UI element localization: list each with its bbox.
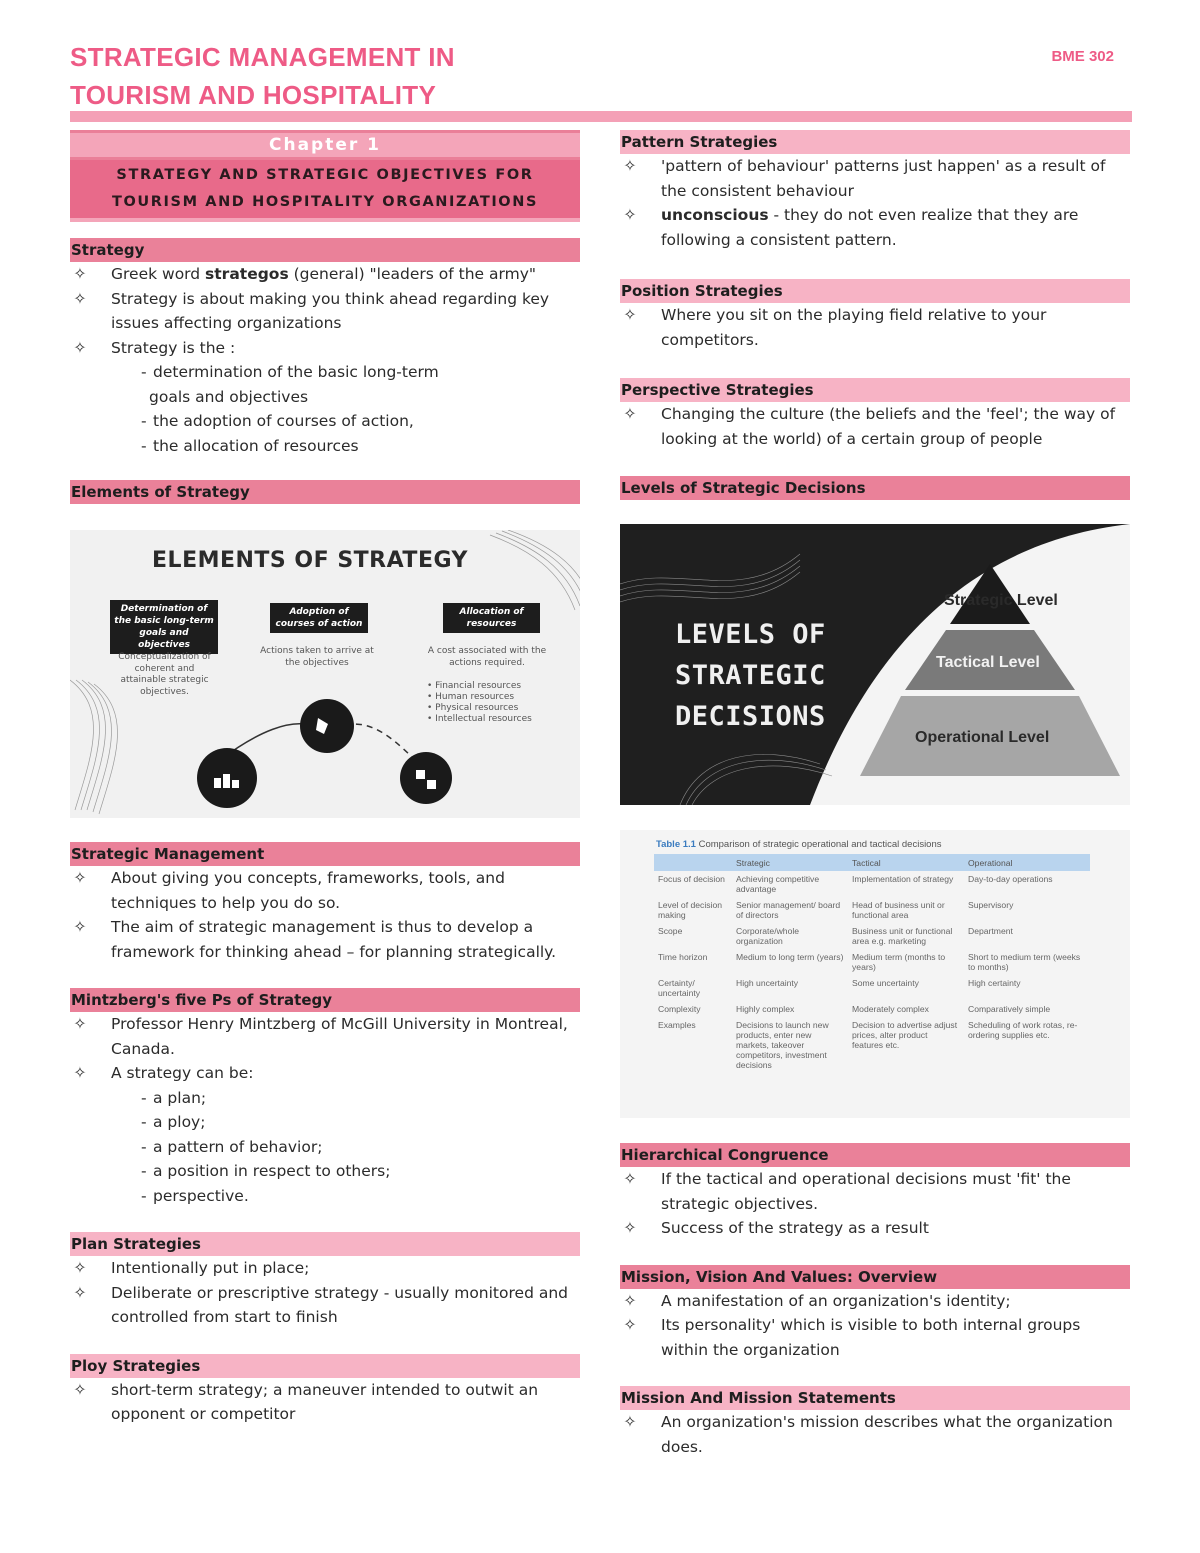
- section-mintzberg: [70, 988, 580, 1208]
- resource-list: [427, 681, 532, 725]
- table-cell: Highly complex: [736, 1004, 795, 1014]
- text: short-term strategy; a maneuver intended to outwit an opponent or competitor: [111, 1380, 539, 1423]
- table-cell: Medium to long term (years): [736, 952, 844, 962]
- text: goals and objectives: [149, 387, 309, 406]
- table-cell: Time horizon: [658, 952, 708, 962]
- title-line: LEVELS OF: [675, 619, 826, 650]
- right-column: [620, 130, 1130, 1459]
- text: the adoption of courses of action,: [153, 412, 414, 430]
- title-line: STRATEGIC: [675, 660, 826, 691]
- bullet-list: [620, 303, 1130, 352]
- section-heading: Strategy: [70, 238, 580, 262]
- sparkle-bullet-icon: ✧: [623, 156, 637, 175]
- sub-item: - the adoption of courses of action,: [141, 412, 414, 430]
- list-item: [620, 154, 1130, 203]
- section-heading: Mission, Vision And Values: Overview: [620, 1265, 1130, 1289]
- sparkle-bullet-icon: ✧: [623, 1315, 637, 1334]
- title-line: DECISIONS: [675, 701, 826, 732]
- operational-level-label: Operational Level: [915, 729, 1050, 746]
- elements-figure: [70, 530, 580, 818]
- sparkle-bullet-icon: ✧: [73, 288, 87, 308]
- sub-item: - perspective.: [141, 1186, 249, 1205]
- table-row: [654, 975, 1090, 1001]
- text: Professor Henry Mintzberg of McGill University in Montreal, Canada.: [111, 1015, 568, 1058]
- section-plan: [70, 1232, 580, 1330]
- text: About giving you concepts, frameworks, tools, and techniques to help you do so.: [111, 869, 505, 912]
- table-number: Table 1.1: [656, 839, 696, 850]
- element-box-goals: Determination of the basic long-term goals and objectives: [110, 600, 218, 654]
- list-item: [70, 1061, 580, 1208]
- section-heading: Plan Strategies: [70, 1232, 580, 1256]
- list-item: [620, 1313, 1130, 1362]
- list-item: [70, 287, 580, 336]
- section-mission: [620, 1386, 1130, 1459]
- section-strategic-management: [70, 842, 580, 964]
- table-cell: Focus of decision: [658, 874, 725, 884]
- section-mission-vision-values: [620, 1265, 1130, 1363]
- bullet-list: [70, 1378, 580, 1427]
- table-cell: Department: [968, 926, 1013, 936]
- table-cell: Senior management/ board of directors: [736, 900, 841, 920]
- text: Success of the strategy as a result: [661, 1219, 929, 1237]
- section-heading: Ploy Strategies: [70, 1354, 580, 1378]
- table-cell: Short to medium term (weeks to months): [968, 952, 1081, 972]
- levels-figure: [620, 524, 1130, 805]
- column-header: Operational: [964, 854, 1090, 871]
- sub-list: [111, 360, 580, 458]
- section-heading: Position Strategies: [620, 279, 1130, 303]
- text: If the tactical and operational decisions must 'fit' the strategic objectives.: [661, 1170, 1071, 1213]
- list-item: [620, 402, 1130, 451]
- sparkle-bullet-icon: ✧: [73, 1063, 87, 1082]
- table-row: [654, 949, 1090, 975]
- chapter-title: [70, 160, 580, 218]
- levels-figure-title: [675, 614, 826, 737]
- section-position: [620, 279, 1130, 352]
- list-item: [70, 915, 580, 964]
- bullet-list: [70, 1012, 580, 1208]
- sub-item: - the allocation of resources: [141, 436, 359, 455]
- list-item: [70, 1378, 580, 1427]
- sparkle-bullet-icon: ✧: [623, 1218, 637, 1237]
- text: (general) "leaders of the army": [288, 265, 536, 283]
- sparkle-bullet-icon: ✧: [623, 205, 637, 224]
- sparkle-bullet-icon: ✧: [73, 868, 87, 887]
- figure-title: ELEMENTS OF STRATEGY: [152, 548, 468, 573]
- table-cell: Certainty/ uncertainty: [658, 978, 701, 998]
- list-item: [70, 1256, 580, 1281]
- sub-list: [111, 1086, 580, 1209]
- sparkle-bullet-icon: ✧: [73, 917, 87, 936]
- text: a ploy;: [153, 1113, 206, 1131]
- table-cell: Decision to advertise adjust prices, alter product features etc.: [852, 1020, 958, 1050]
- chapter-title-line-1: STRATEGY AND STRATEGIC OBJECTIVES FOR: [116, 167, 534, 183]
- title-divider: [70, 111, 1132, 122]
- section-ploy: [70, 1354, 580, 1427]
- sparkle-bullet-icon: ✧: [73, 1014, 87, 1033]
- sparkle-bullet-icon: ✧: [73, 1282, 87, 1302]
- text: The aim of strategic management is thus to develop a framework for thinking ahead – for planning strategically.: [111, 918, 557, 961]
- resources-icon: [400, 752, 452, 804]
- list-item: [620, 1216, 1130, 1241]
- section-congruence: [620, 1143, 1130, 1241]
- table-cell: High certainty: [968, 978, 1021, 988]
- sub-item: - a plan;: [141, 1088, 207, 1107]
- title-line-2: TOURISM AND HOSPITALITY: [70, 80, 437, 110]
- sparkle-bullet-icon: ✧: [623, 404, 637, 423]
- sparkle-bullet-icon: ✧: [623, 1169, 637, 1188]
- table-cell: Level of decision making: [658, 900, 723, 920]
- column-header: Tactical: [848, 854, 964, 871]
- text: Where you sit on the playing field relative to your competitors.: [661, 306, 1047, 349]
- sub-item: - determination of the basic long-term goals and objectives: [141, 363, 439, 406]
- bold-term: unconscious: [661, 206, 769, 224]
- text: a plan;: [153, 1088, 207, 1107]
- section-elements: [70, 480, 580, 818]
- text: A manifestation of an organization's identity;: [661, 1291, 1011, 1310]
- bullet-list: [620, 1167, 1130, 1241]
- text: Changing the culture (the beliefs and the 'feel'; the way of looking at the world) of a certain group of people: [661, 405, 1116, 448]
- table-row: [654, 923, 1090, 949]
- bullet-list: [70, 1256, 580, 1330]
- strategic-level-label: Strategic Level: [944, 592, 1058, 609]
- text: An organization's mission describes what the organization does.: [661, 1413, 1113, 1456]
- sparkle-bullet-icon: ✧: [73, 1379, 87, 1399]
- resource-item: • Intellectual resources: [427, 714, 532, 724]
- text: - they do not even realize that they are following a consistent pattern.: [661, 206, 1079, 249]
- bullet-list: [620, 1410, 1130, 1459]
- bold-term: strategos: [205, 265, 289, 283]
- list-item: [70, 1281, 580, 1330]
- title-line-1: STRATEGIC MANAGEMENT IN: [70, 42, 455, 72]
- element-box-action: Adoption of courses of action: [270, 603, 368, 633]
- text: 'pattern of behaviour' patterns just happen' as a result of the consistent behaviour: [661, 157, 1106, 200]
- table-row: [654, 1017, 1090, 1073]
- element-desc-goals: Conceptualization of coherent and attainable strategic objectives.: [118, 652, 211, 697]
- element-desc-resources: A cost associated with the actions required.: [427, 646, 547, 668]
- column-header: Strategic: [732, 854, 848, 871]
- table-cell: Decisions to launch new products, enter new markets, takeover competitors, investment decisions: [736, 1020, 829, 1070]
- section-strategy: [70, 238, 580, 458]
- sparkle-bullet-icon: ✧: [623, 1412, 637, 1431]
- table-cell: Complexity: [658, 1004, 701, 1014]
- document-title: [70, 38, 455, 114]
- text: Strategy is the :: [111, 338, 236, 357]
- text: a pattern of behavior;: [153, 1137, 323, 1156]
- text: Greek word: [111, 265, 206, 283]
- table-caption: [656, 839, 942, 850]
- text: Strategy is about making you think ahead regarding key issues affecting organizations: [111, 289, 550, 332]
- section-heading: Elements of Strategy: [70, 480, 580, 504]
- element-box-resources: Allocation of resources: [443, 603, 540, 633]
- list-item: [70, 1012, 580, 1061]
- table-cell: Achieving competitive advantage: [736, 874, 820, 894]
- table-cell: Scope: [658, 926, 683, 936]
- resource-item: • Physical resources: [427, 703, 519, 713]
- left-column: [70, 130, 580, 1427]
- table-cell: High uncertainty: [736, 978, 799, 988]
- bullet-list: [620, 154, 1130, 252]
- table-row: [654, 1001, 1090, 1017]
- table-cell: Supervisory: [968, 900, 1014, 910]
- table-cell: Medium term (months to years): [852, 952, 946, 972]
- section-heading: Perspective Strategies: [620, 378, 1130, 402]
- sparkle-bullet-icon: ✧: [623, 1290, 637, 1310]
- section-heading: Pattern Strategies: [620, 130, 1130, 154]
- sparkle-bullet-icon: ✧: [73, 264, 87, 283]
- list-item: [620, 303, 1130, 352]
- sub-item: - a pattern of behavior;: [141, 1137, 323, 1156]
- list-item: [620, 203, 1130, 252]
- table-header-row: [654, 854, 1090, 871]
- table-cell: Examples: [658, 1020, 696, 1030]
- text: A strategy can be:: [111, 1064, 254, 1082]
- text: a position in respect to others;: [153, 1162, 391, 1180]
- element-desc-action: Actions taken to arrive at the objectives: [260, 646, 374, 668]
- table-cell: Moderately complex: [852, 1004, 929, 1014]
- table-cell: Comparatively simple: [968, 1004, 1051, 1014]
- table-caption-text: Comparison of strategic operational and tactical decisions: [698, 839, 942, 850]
- resource-item: • Human resources: [427, 692, 515, 702]
- sub-item: - a ploy;: [141, 1113, 206, 1131]
- table-cell: Implementation of strategy: [852, 874, 954, 884]
- section-heading: Mission And Mission Statements: [620, 1386, 1130, 1410]
- list-item: [70, 866, 580, 915]
- table-cell: Some uncertainty: [852, 978, 919, 988]
- chapter-title-line-2: TOURISM AND HOSPITALITY ORGANIZATIONS: [111, 194, 539, 210]
- bullet-list: [620, 402, 1130, 451]
- bullet-list: [70, 866, 580, 964]
- sparkle-bullet-icon: ✧: [623, 305, 637, 324]
- table-row: [654, 871, 1090, 897]
- tactical-level-label: Tactical Level: [936, 654, 1040, 671]
- text: Deliberate or prescriptive strategy - usually monitored and controlled from start to finish: [111, 1283, 568, 1326]
- chapter-label: Chapter 1: [70, 133, 580, 157]
- table-row: [654, 897, 1090, 923]
- sparkle-bullet-icon: ✧: [73, 1258, 87, 1277]
- section-levels: [620, 476, 1130, 1118]
- table-cell: Head of business unit or functional area: [852, 900, 945, 920]
- list-item: [620, 1167, 1130, 1216]
- column-header: [654, 854, 732, 871]
- chapter-banner-bottom: [70, 218, 580, 222]
- list-item: [620, 1410, 1130, 1459]
- section-perspective: [620, 378, 1130, 451]
- comparison-table: [654, 854, 1090, 1073]
- table-cell: Corporate/whole organization: [736, 926, 800, 946]
- section-heading: Hierarchical Congruence: [620, 1143, 1130, 1167]
- table-cell: Day-to-day operations: [968, 874, 1053, 884]
- section-heading: Mintzberg's five Ps of Strategy: [70, 988, 580, 1012]
- text: determination of the basic long-term: [153, 363, 439, 381]
- sub-item: - a position in respect to others;: [141, 1162, 391, 1180]
- list-item: [620, 1289, 1130, 1314]
- resource-item: • Financial resources: [427, 681, 522, 691]
- text: Intentionally put in place;: [111, 1259, 310, 1277]
- section-pattern: [620, 130, 1130, 252]
- course-code: BME 302: [1051, 48, 1114, 65]
- table-cell: Scheduling of work rotas, re-ordering supplies etc.: [968, 1020, 1078, 1040]
- list-item: [70, 336, 580, 459]
- bullet-list: [70, 262, 580, 458]
- section-heading: Levels of Strategic Decisions: [620, 476, 1130, 500]
- chapter-banner: [70, 130, 580, 222]
- bullet-list: [620, 1289, 1130, 1363]
- section-heading: Strategic Management: [70, 842, 580, 866]
- comparison-table-figure: [620, 830, 1130, 1118]
- table-cell: Business unit or functional area e.g. marketing: [852, 926, 953, 946]
- text: the allocation of resources: [153, 436, 359, 455]
- text: Its personality' which is visible to both internal groups within the organization: [661, 1316, 1081, 1359]
- list-item: [70, 262, 580, 287]
- sparkle-bullet-icon: ✧: [73, 337, 87, 357]
- text: perspective.: [153, 1186, 249, 1205]
